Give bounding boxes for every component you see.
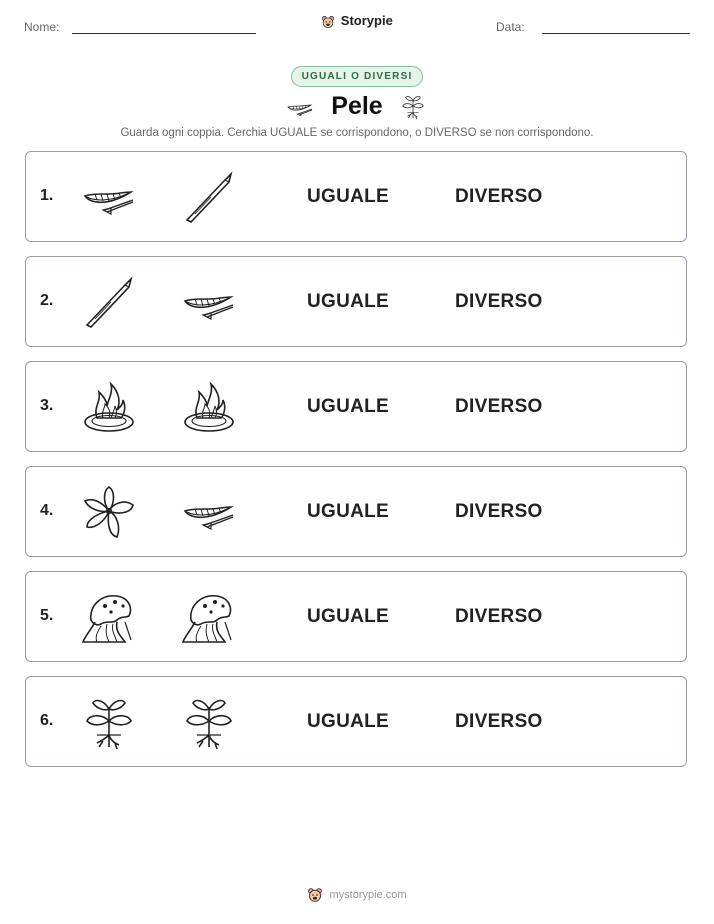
same-option[interactable]: UGUALE <box>307 711 390 732</box>
torch-stick-icon <box>81 275 137 331</box>
brand-logo <box>0 13 714 30</box>
name-field[interactable] <box>72 33 256 34</box>
exercise-row-1 <box>25 151 687 242</box>
same-option[interactable]: UGUALE <box>307 501 390 522</box>
canoe-icon <box>181 485 237 541</box>
exercise-row-4 <box>25 466 687 557</box>
different-option[interactable]: DIVERSO <box>455 711 543 732</box>
bear-logo-icon <box>307 886 323 904</box>
plumeria-flower-icon <box>81 485 137 541</box>
volcano-lava-icon <box>81 590 137 646</box>
canoe-icon <box>181 275 237 331</box>
bear-logo-icon <box>321 14 335 30</box>
row-number: 4. <box>40 502 54 519</box>
name-label: Nome: <box>24 20 60 34</box>
different-option[interactable]: DIVERSO <box>455 606 543 627</box>
exercise-row-6 <box>25 676 687 767</box>
exercise-row-2 <box>25 256 687 347</box>
same-option[interactable]: UGUALE <box>307 186 390 207</box>
different-option[interactable]: DIVERSO <box>455 186 543 207</box>
instructions: Guarda ogni coppia. Cerchia UGUALE se corrispondono, o DIVERSO se non corrispondono. <box>120 127 594 139</box>
torch-stick-icon <box>181 170 237 226</box>
row-number: 1. <box>40 187 54 204</box>
different-option[interactable]: DIVERSO <box>455 291 543 312</box>
title-row <box>0 90 714 124</box>
volcano-lava-icon <box>181 590 237 646</box>
canoe-icon <box>81 170 137 226</box>
sprout-icon <box>400 92 426 122</box>
worksheet-type-badge: UGUALI O DIVERSI <box>291 66 424 87</box>
row-number: 2. <box>40 292 54 309</box>
different-option[interactable]: DIVERSO <box>455 501 543 522</box>
date-label: Data: <box>496 20 525 34</box>
same-option[interactable]: UGUALE <box>307 606 390 627</box>
row-number: 6. <box>40 712 54 729</box>
fire-pit-icon <box>181 380 237 436</box>
date-field[interactable] <box>542 33 690 34</box>
sprout-icon <box>81 695 137 751</box>
exercise-row-5 <box>25 571 687 662</box>
exercise-row-3 <box>25 361 687 452</box>
same-option[interactable]: UGUALE <box>307 291 390 312</box>
brand-name: Storypie <box>340 13 393 28</box>
row-number: 3. <box>40 397 54 414</box>
page-title: Pele <box>331 92 383 120</box>
row-number: 5. <box>40 607 54 624</box>
sprout-icon <box>181 695 237 751</box>
different-option[interactable]: DIVERSO <box>455 396 543 417</box>
same-option[interactable]: UGUALE <box>307 396 390 417</box>
footer-url[interactable]: mystorypie.com <box>329 888 407 901</box>
fire-pit-icon <box>81 380 137 436</box>
footer <box>0 886 714 904</box>
